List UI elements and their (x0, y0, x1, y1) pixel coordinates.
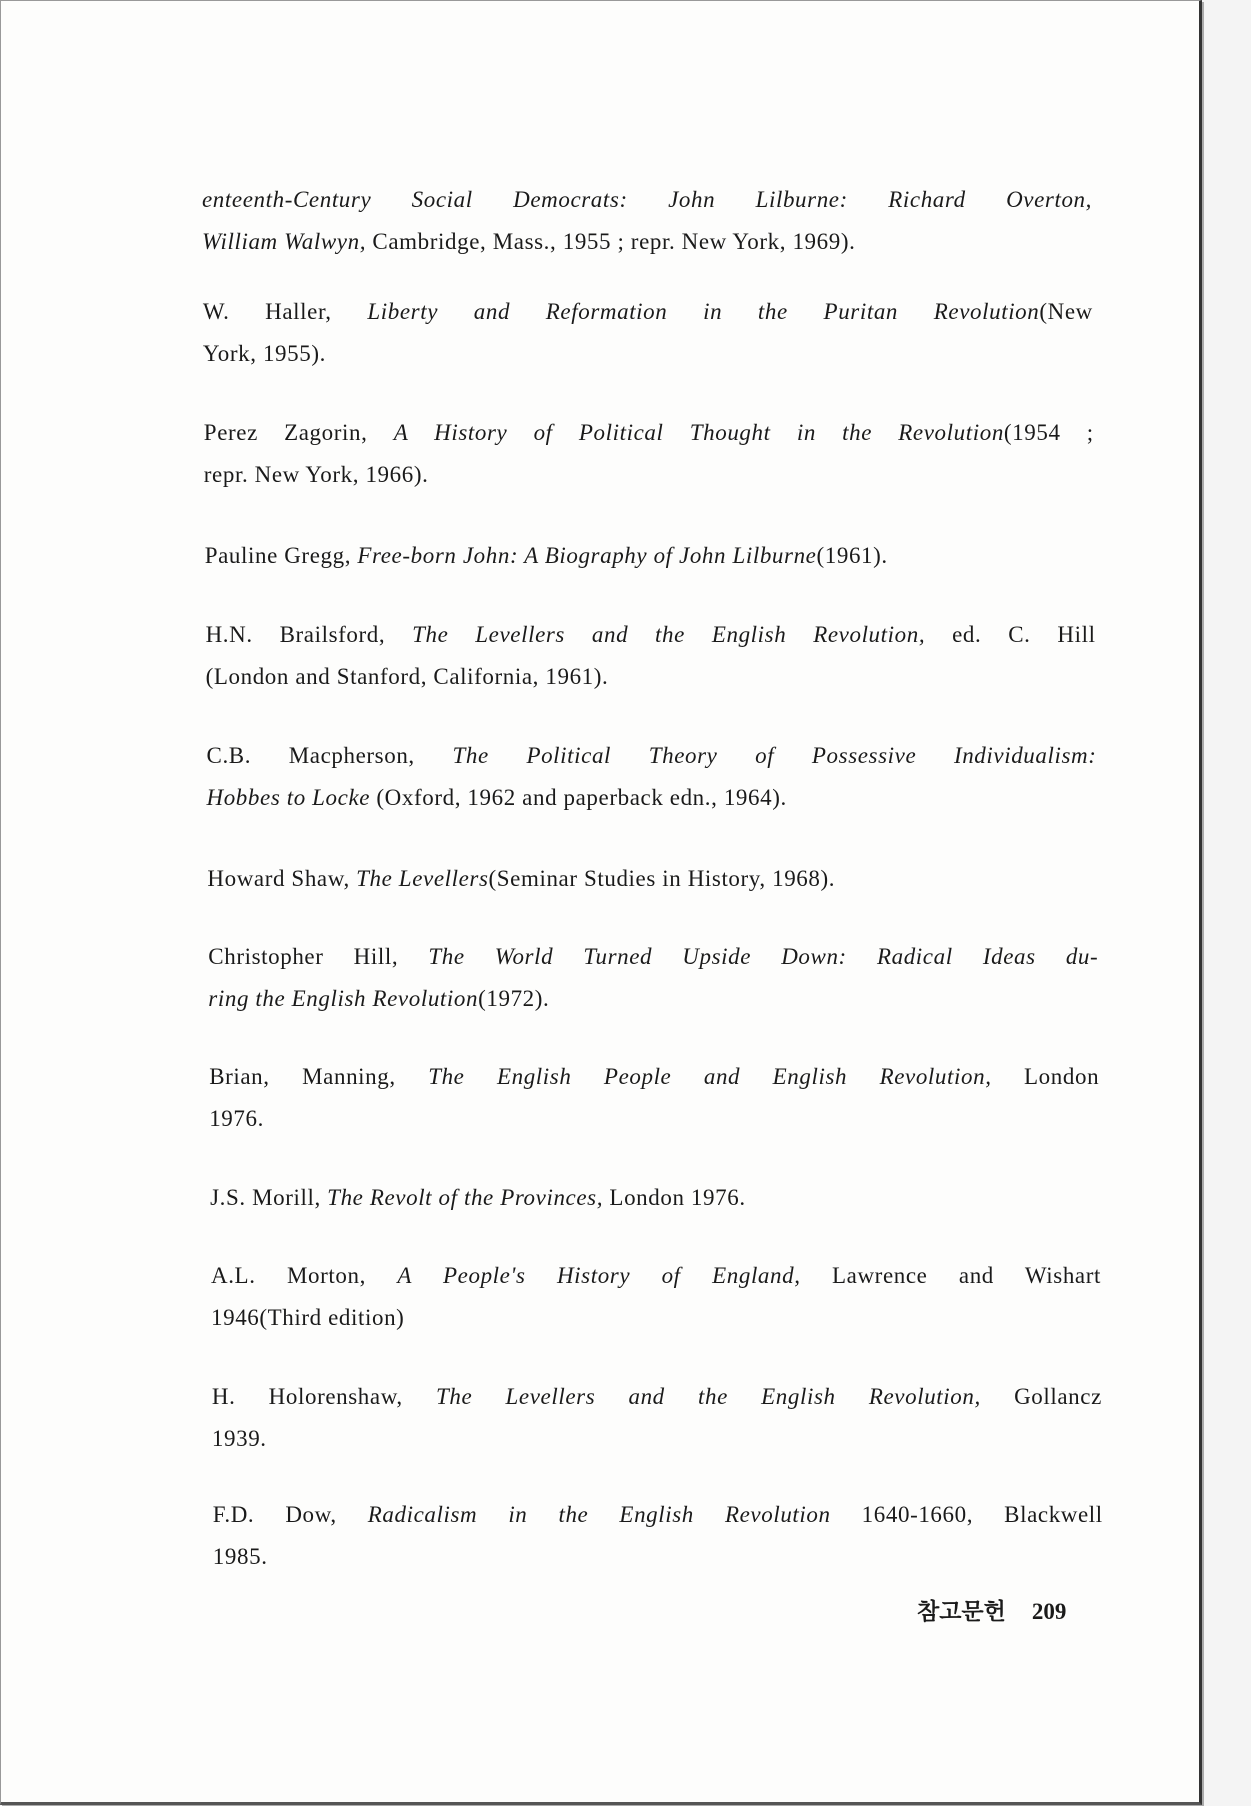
citation-text: (Oxford, 1962 and paperback edn., 1964). (370, 785, 787, 810)
entry-line (208, 978, 1098, 1020)
title-text: The Political Theory of Possessive Individualism: (452, 743, 1097, 768)
citation-text: 1976. (209, 1106, 264, 1131)
entry-line (207, 777, 1097, 819)
citation-text: Howard Shaw, (207, 866, 357, 891)
citation-text: repr. New York, 1966). (203, 462, 429, 487)
bibliography-entry (203, 291, 1093, 375)
entry-line (202, 221, 1092, 263)
entry-line (202, 179, 1092, 221)
citation-text: London 1976. (603, 1185, 746, 1210)
title-text: enteenth-Century Social Democrats: John Lilburne: Richard Overton, (202, 187, 1092, 212)
entry-line (212, 1418, 1102, 1460)
title-text: The Levellers and the English Revolution, (436, 1384, 981, 1409)
citation-text: (New (1039, 299, 1093, 324)
title-text: The World Turned Upside Down: Radical Ideas du- (428, 944, 1099, 969)
title-text: William Walwyn, (202, 229, 367, 254)
entry-line (210, 1177, 1100, 1219)
entry-line (209, 1098, 1099, 1140)
citation-text: York, 1955). (202, 341, 326, 366)
bibliography-entry (212, 1376, 1102, 1460)
title-text: Radicalism in the English Revolution (367, 1502, 831, 1527)
page-number: 209 (1031, 1599, 1067, 1624)
entry-line (203, 333, 1093, 375)
bibliography-entry (208, 936, 1098, 1020)
title-text: Liberty and Reformation in the Puritan Revolution (367, 299, 1040, 324)
citation-text: Christopher Hill, (208, 944, 429, 969)
citation-text: 1985. (212, 1544, 268, 1569)
citation-text: (1954 ; (1003, 420, 1094, 445)
bibliography-entry (207, 735, 1097, 819)
title-text: The Revolt of the Provinces, (327, 1185, 604, 1210)
bibliography-entry (206, 614, 1096, 698)
title-text: A History of Political Thought in the Revolution (393, 420, 1004, 445)
citation-text: (London and Stanford, California, 1961). (205, 664, 609, 689)
entry-line (213, 1536, 1103, 1578)
entry-line (204, 412, 1094, 454)
title-text: A People's History of England, (397, 1263, 801, 1288)
entry-line (203, 291, 1093, 333)
bibliography-entry (209, 1056, 1099, 1140)
entry-line (212, 1376, 1102, 1418)
bibliography-entry (210, 1177, 1100, 1219)
title-text: The Levellers and the English Revolution, (412, 622, 926, 647)
citation-text: J.S. Morill, (210, 1185, 328, 1210)
entry-line (211, 1297, 1101, 1339)
citation-text: H. Holorenshaw, (211, 1384, 437, 1409)
citation-text: Perez Zagorin, (203, 420, 394, 445)
citation-text: Lawrence and Wishart (800, 1263, 1101, 1288)
bibliography-entry (207, 858, 1097, 900)
entry-line (206, 614, 1096, 656)
title-text: Free-born John: A Biography of John Lilburne (357, 543, 817, 568)
section-title: 참고문헌 (917, 1599, 1006, 1624)
citation-text: A.L. Morton, (211, 1263, 398, 1288)
entry-line (208, 936, 1098, 978)
entry-line (211, 1255, 1101, 1297)
citation-text: 1946(Third edition) (211, 1305, 405, 1330)
citation-text: London (991, 1064, 1100, 1089)
entry-line (209, 1056, 1099, 1098)
title-text: The English People and English Revolution, (428, 1064, 992, 1089)
citation-text: H.N. Brailsford, (205, 622, 413, 647)
entry-line (204, 454, 1094, 496)
entry-line (207, 735, 1097, 777)
entry-line (207, 858, 1097, 900)
bibliography-entry (204, 412, 1094, 496)
title-text: Hobbes to Locke (206, 785, 371, 810)
citation-text: (Seminar Studies in History, 1968). (488, 866, 836, 891)
title-text: ring the English Revolution (208, 986, 479, 1011)
citation-text: Brian, Manning, (209, 1064, 429, 1089)
citation-text: F.D. Dow, (212, 1502, 368, 1527)
citation-text: ed. C. Hill (925, 622, 1096, 647)
bibliography-entry (213, 1494, 1103, 1578)
title-text: The Levellers (356, 866, 489, 891)
page-footer (917, 1593, 1092, 1626)
citation-text: 1939. (211, 1426, 267, 1451)
entry-line (206, 656, 1096, 698)
citation-text: (1972). (478, 986, 550, 1011)
citation-text: Gollancz (980, 1384, 1102, 1409)
citation-text: C.B. Macpherson, (206, 743, 453, 768)
bibliography-entry (205, 535, 1095, 577)
citation-text: Pauline Gregg, (204, 543, 358, 568)
citation-text: (1961). (816, 543, 888, 568)
citation-text: Cambridge, Mass., 1955 ; repr. New York, 1969). (366, 229, 856, 254)
entry-line (213, 1494, 1103, 1536)
citation-text: 1640-1660, Blackwell (830, 1502, 1103, 1527)
bibliography-entry (202, 179, 1092, 263)
citation-text: W. Haller, (202, 299, 368, 324)
bibliography-entry (211, 1255, 1101, 1339)
entry-line (205, 535, 1095, 577)
